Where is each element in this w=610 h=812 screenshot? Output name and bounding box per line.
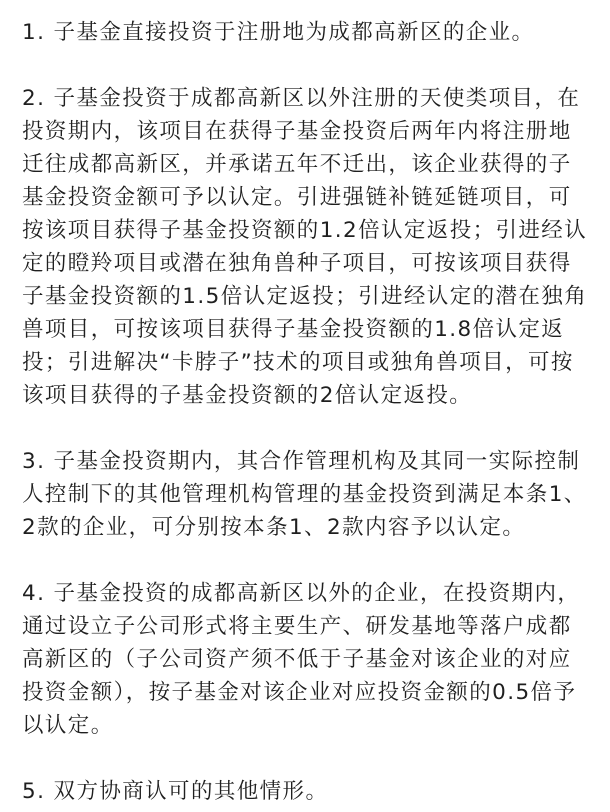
paragraph-2: 2. 子基金投资于成都高新区以外注册的天使类项目，在投资期内，该项目在获得子基金投资后两年内将注册地迁往成都高新区，并承诺五年不迁出，该企业获得的子基金投资金额可予以认定。引进强链补链延链项目，可按该项目获得子基金投资额的1.2倍认定返投；引进经认定的瞪羚项目或潜在独角兽种子项目，可按该项目获得子基金投资额的1.5倍认定返投；引进经认定的潜在独角兽项目，可按该项目获得子基金投资额的1.8倍认定返投；引进解决“卡脖子”技术的项目或独角兽项目，可按该项目获得的子基金投资额的2倍认定返投。 [22, 86, 588, 408]
document-body [22, 16, 588, 808]
paragraph-5: 5. 双方协商认可的其他情形。 [22, 779, 329, 804]
paragraph-3: 3. 子基金投资期内，其合作管理机构及其同一实际控制人控制下的其他管理机构管理的基金投资到满足本条1、2款的企业，可分别按本条1、2款内容予以认定。 [22, 449, 587, 540]
paragraph-1: 1. 子基金直接投资于注册地为成都高新区的企业。 [22, 20, 535, 45]
paragraph-4: 4. 子基金投资的成都高新区以外的企业，在投资期内，通过设立子公司形式将主要生产、研发基地等落户成都高新区的（子公司资产须不低于子基金对该企业的对应投资金额），按子基金对该企业对应投资金额的0.5倍予以认定。 [22, 581, 581, 738]
